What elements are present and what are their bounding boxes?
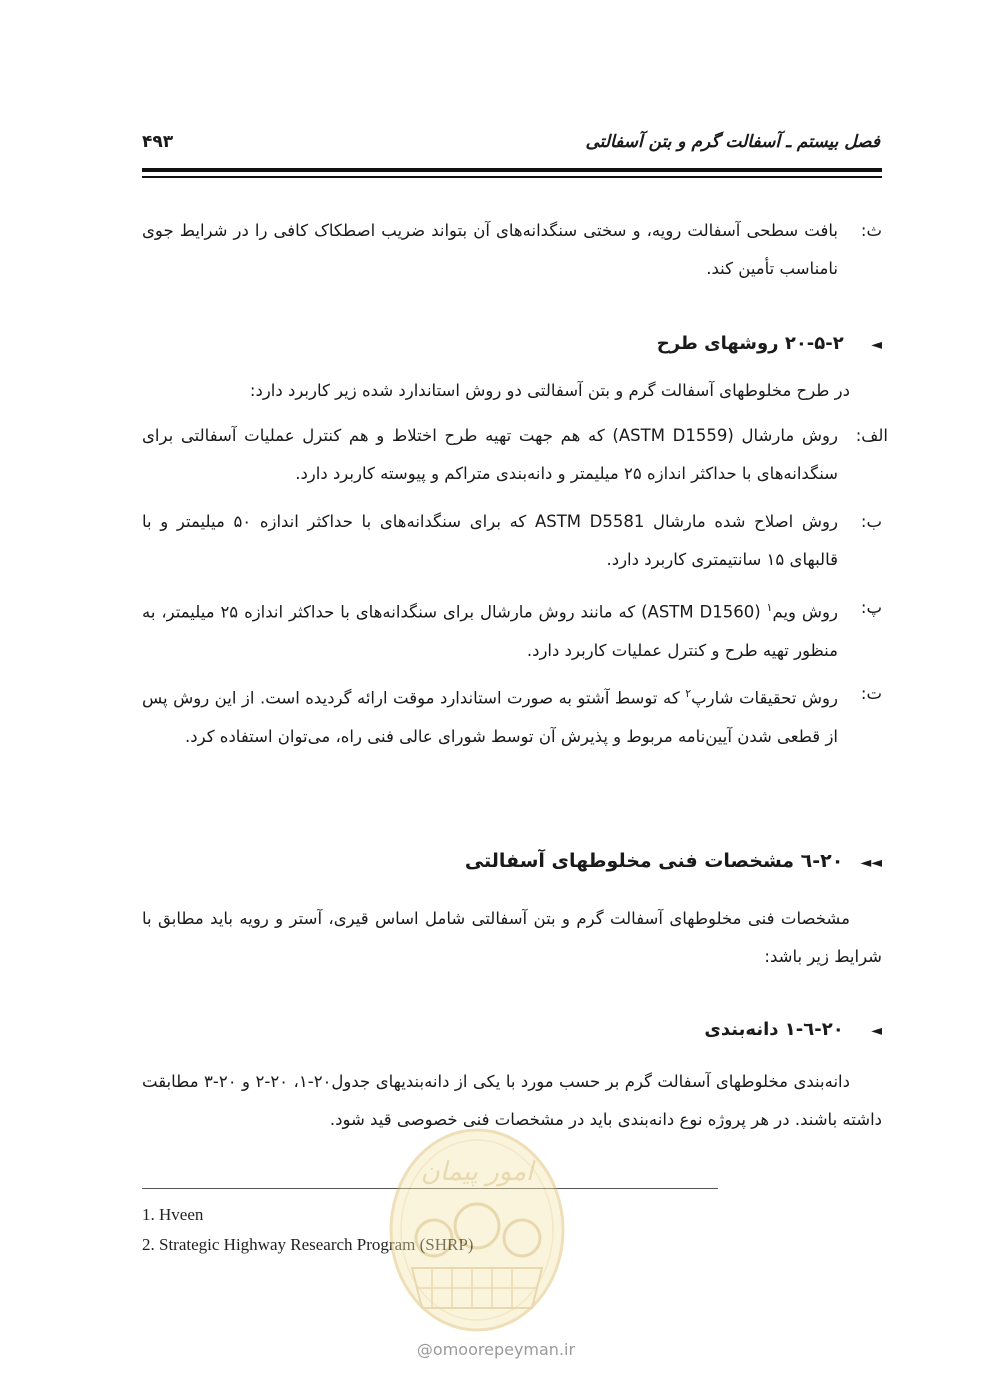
list-item-be	[142, 503, 882, 579]
list-item-th	[142, 212, 882, 288]
item-text-start: روش تحقیقات شارپ	[691, 688, 838, 708]
watermark-logo-icon	[382, 1118, 572, 1338]
heading-title: ۲۰-۵-۲ روشهای طرح	[656, 333, 844, 354]
header-rule-thin	[142, 176, 882, 178]
heading-title: ۲۰-٦ مشخصات فنی مخلوطهای آسفالتی	[464, 850, 844, 872]
header-rule-thick	[142, 168, 882, 172]
list-item-pe	[142, 589, 882, 670]
page-number: ۴۹۳	[142, 132, 174, 152]
watermark-website: @omoorepeyman.ir	[416, 1340, 576, 1359]
item-text-start: روش ویم	[772, 602, 838, 622]
chapter-title: فصل بیستم ـ آسفالت گرم و بتن آسفالتی	[585, 132, 880, 152]
paragraph-specifications	[142, 900, 882, 976]
heading-title: ۲۰-٦-۱ دانه‌بندی	[704, 1019, 844, 1040]
item-text: بافت سطحی آسفالت رویه، و سختی سنگدانه‌های آن بتواند ضریب اصطکاک کافی را در شرایط جوی نامناسب تأمین کند.	[142, 221, 838, 278]
paragraph-design-intro	[142, 372, 882, 410]
item-text	[142, 589, 838, 670]
item-label: پ:	[860, 598, 882, 617]
item-text: روش مارشال (ASTM D1559) که هم جهت تهیه طرح اختلاط و هم کنترل عملیات آسفالتی برای سنگدانه‌های با حداکثر اندازه ۲۵ میلیمتر و دانه‌بندی متراکم و پیوسته کاربرد دارد.	[142, 426, 838, 483]
heading-marker-icon: ◄	[871, 1023, 882, 1039]
footnote-ref: ۲	[685, 687, 692, 700]
heading-double-marker-icon: ◄◄	[860, 855, 882, 871]
footnote-2: 2. Strategic Highway Research Program (SHRP)	[142, 1235, 474, 1254]
section-heading-design-methods	[142, 329, 882, 360]
heading-marker-icon: ◄	[871, 337, 882, 353]
paragraph-text: دانه‌بندی مخلوطهای آسفالت گرم بر حسب مورد با یکی از دانه‌بندیهای جدول۲۰-۱، ۲۰-۲ و ۲۰-۳ مطابقت داشته باشند. در هر پروژه نوع دانه‌بندی باید در مشخصات فنی خصوصی قید شود.	[142, 1072, 882, 1129]
item-label: ث:	[860, 221, 882, 240]
svg-text:امور پیمان: امور پیمان	[420, 1157, 534, 1187]
list-item-te	[142, 675, 882, 756]
section-heading-gradation	[142, 1015, 882, 1046]
list-item-alef	[142, 417, 888, 493]
item-text: روش اصلاح شده مارشال ASTM D5581 که برای سنگدانه‌های با حداکثر اندازه ۵۰ میلیمتر و با قالبهای ۱۵ سانتیمتری کاربرد دارد.	[142, 512, 838, 569]
paragraph-text: مشخصات فنی مخلوطهای آسفالت گرم و بتن آسفالتی شامل اساس قیری، آستر و رویه باید مطابق با شرایط زیر باشد:	[142, 909, 882, 966]
item-label: ب:	[860, 512, 882, 531]
paragraph-text: در طرح مخلوطهای آسفالت گرم و بتن آسفالتی دو روش استاندارد شده زیر کاربرد دارد:	[249, 381, 850, 400]
section-heading-specifications	[142, 846, 882, 878]
footnote-1: 1. Hveen	[142, 1205, 204, 1224]
item-label: الف:	[855, 426, 888, 445]
item-text	[142, 675, 838, 756]
item-text-end: (ASTM D1560) که مانند روش مارشال برای سنگدانه‌های با حداکثر اندازه ۲۵ میلیمتر، به منظور تهیه طرح و کنترل عملیات کاربرد دارد.	[142, 602, 838, 660]
item-text-end: که توسط آشتو به صورت استاندارد موقت ارائه گردیده است. از این روش پس از قطعی شدن آیین‌نامه مربوط و پذیرش آن توسط شورای عالی فنی راه، می‌توان استفاده کرد.	[142, 688, 838, 746]
item-label: ت:	[860, 684, 882, 703]
footnote-ref: ۱	[766, 601, 773, 614]
